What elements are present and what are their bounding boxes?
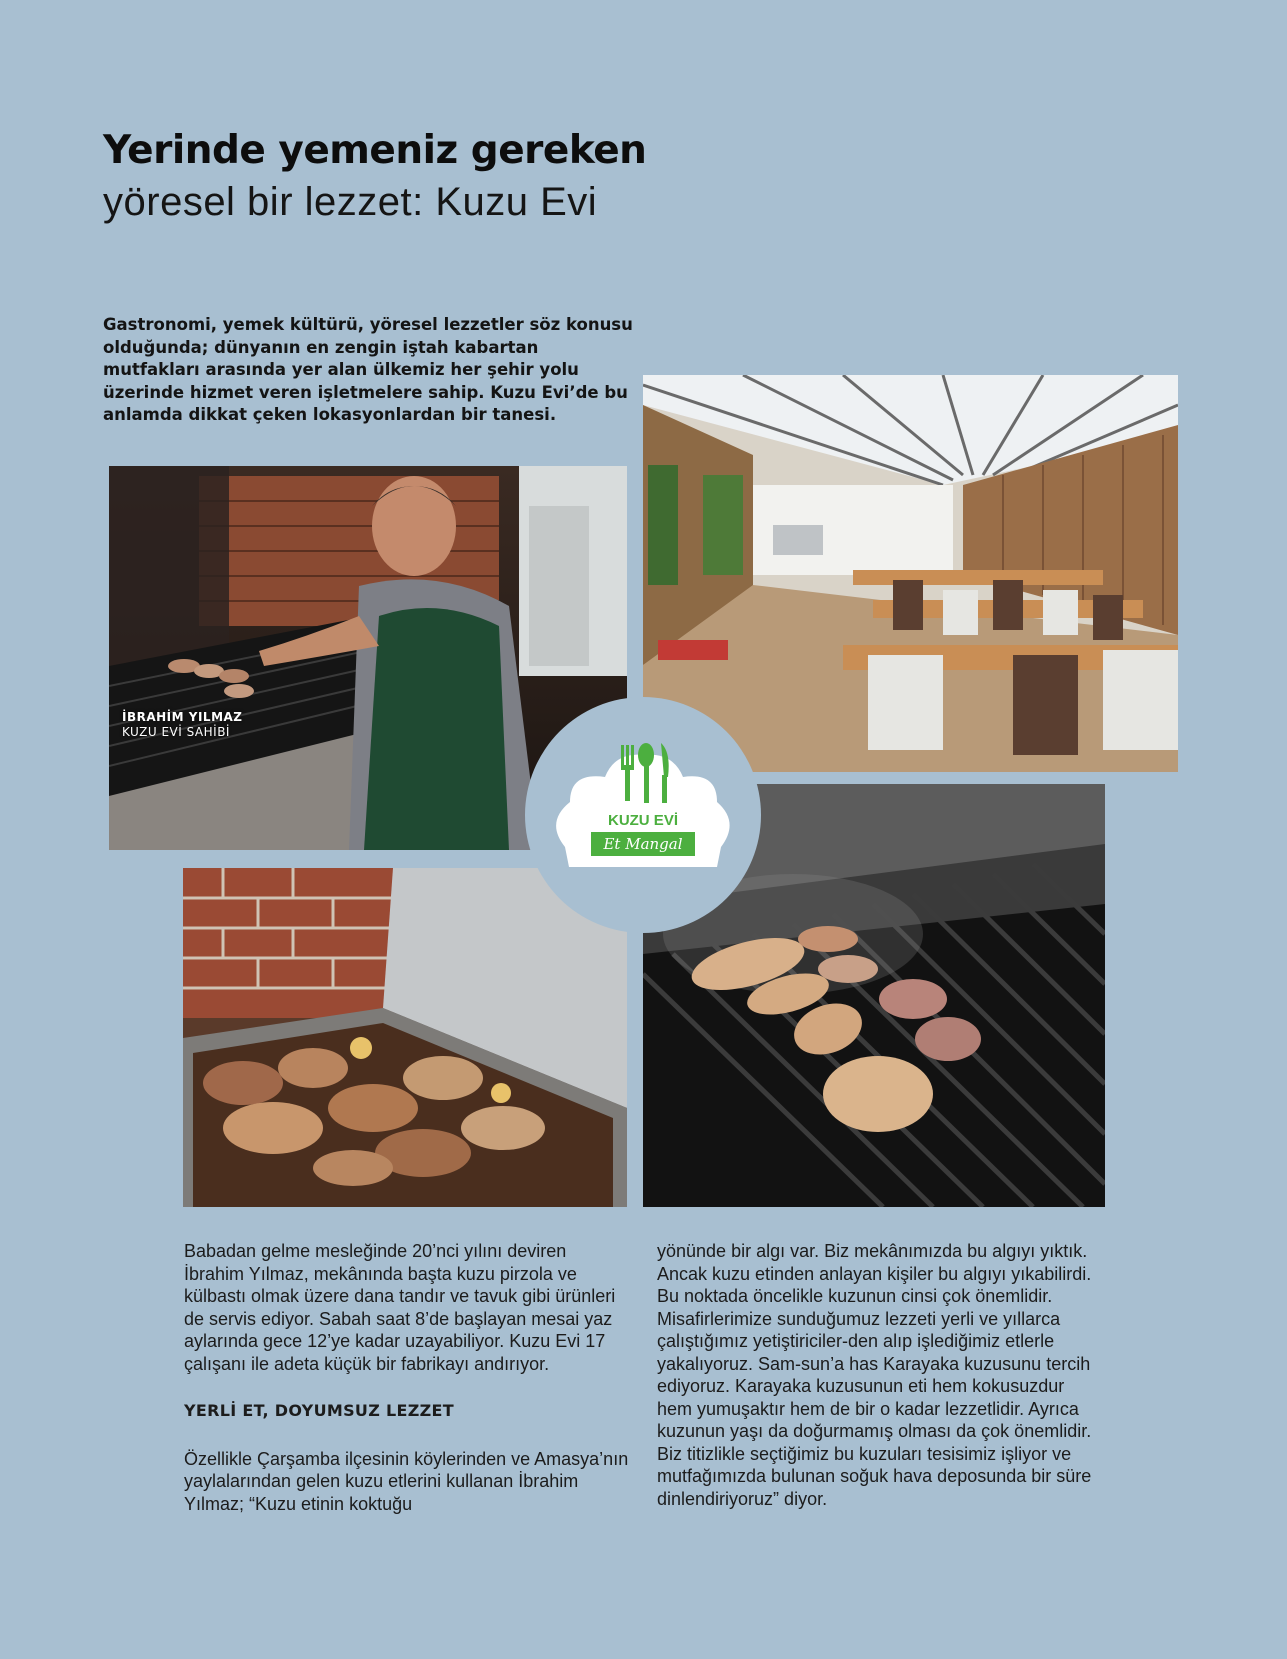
section-subhead: YERLİ ET, DOYUMSUZ LEZZET [184,1401,454,1420]
logo-tagline: Et Mangal [603,835,683,853]
lead-paragraph: Gastronomi, yemek kültürü, yöresel lezzetler söz konusu olduğunda; dünyanın en zengin iştah kabartan mutfakları arasında yer alan ülkemiz her şehir yolu üzerinde hizmet veren işletmelere sahip. Kuzu Evi’de bu anlamda dikkat çeken lokasyonlardan bir tanesi. [103,315,633,424]
paragraph: Babadan gelme mesleğinde 20’nci yılını deviren İbrahim Yılmaz, mekânında başta kuzu pirzola ve külbastı olmak üzere dana tandır ve tavuk gibi ürünleri de servis ediyor. Sabah saat 8’de başlayan mesai yaz aylarında gece 12’ye kadar uzayabiliyor. Kuzu Evi 17 çalışanı ile adeta küçük bir fabrikayı andırıyor. [184,1241,616,1374]
caption-role: KUZU EVİ SAHİBİ [122,725,230,739]
body-column-right [657,1240,1103,1510]
paragraph: yönünde bir algı var. Biz mekânımızda bu algıyı yıktık. Ancak kuzu etinden anlayan kişiler bu algıyı yıkabilirdi. Bu noktada öncelikle kuzunun cinsi çok önemlidir. Misafirlerimize sunduğumuz lezzeti yerli ve yıllarca çalıştığımız yetiştiriciler-den alıp işlediğimiz etlerle yakalıyoruz. Sam-sun’a has Karayaka kuzusunu tercih ediyoruz. Karayaka kuzusunun eti hem kokusuzdur hem yumuşaktır hem de bir o kadar lezzetlidir. Ayrıca kuzunun yaşı da doğurmamış olması da çok önemlidir. Biz titizlikle seçtiğimiz bu kuzuları tesisimiz işliyor ve mutfağımızda bulunan soğuk hava deposunda bir süre dinlendiriyoruz” diyor. [657,1241,1092,1509]
photo-caption [122,710,243,740]
headline-light: yöresel bir lezzet: Kuzu Evi [103,180,598,224]
logo-name: KUZU EVİ [607,812,679,829]
paragraph: Özellikle Çarşamba ilçesinin köylerinden ve Amasya’nın yaylalarından gelen kuzu etlerini kullanan İbrahim Yılmaz; “Kuzu etinin koktuğu [184,1448,629,1514]
headline-bold: Yerinde yemeniz gereken [103,128,647,173]
logo-badge [525,697,761,933]
body-column-left [184,1240,630,1515]
kuzu-evi-logo [525,697,761,933]
caption-name: İBRAHİM YILMAZ [122,710,243,724]
